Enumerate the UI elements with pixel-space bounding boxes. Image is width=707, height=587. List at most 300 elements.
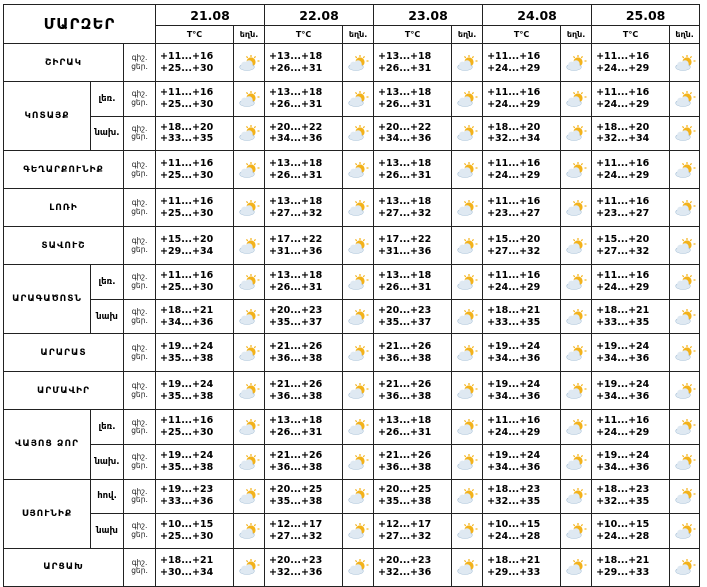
night-temperature: +13...+18 xyxy=(269,270,323,282)
weather-cell xyxy=(670,410,700,445)
night-temperature: +13...+18 xyxy=(269,195,323,207)
day-temperature: +24...+29 xyxy=(487,427,541,439)
night-label: գիշ. xyxy=(131,417,148,427)
weather-cell xyxy=(670,189,700,227)
weather-cell xyxy=(670,514,700,549)
temperature-cell xyxy=(483,444,561,479)
night-label: գիշ. xyxy=(131,123,148,133)
forecast-row xyxy=(4,82,700,117)
night-label: գիշ. xyxy=(131,89,148,99)
night-temperature: +19...+24 xyxy=(596,341,650,352)
partly-cloudy-icon xyxy=(456,558,478,576)
weather-column-header: եղն. xyxy=(234,26,265,44)
partly-cloudy-icon xyxy=(456,90,478,108)
night-temperature: +21...+26 xyxy=(378,341,432,352)
weather-column-header: եղն. xyxy=(561,26,592,44)
weather-cell xyxy=(561,372,592,410)
weather-cell xyxy=(452,227,483,265)
temperature-cell xyxy=(592,189,670,227)
night-temperature: +19...+24 xyxy=(487,379,541,390)
partly-cloudy-icon xyxy=(674,273,696,291)
day-temperature: +26...+31 xyxy=(269,427,323,439)
temperature-cell xyxy=(483,334,561,372)
subregion-label: նախ. xyxy=(91,444,124,479)
partly-cloudy-icon xyxy=(456,382,478,400)
day-temperature: +34...+36 xyxy=(378,133,432,145)
temperature-cell xyxy=(374,548,452,586)
temperature-cell xyxy=(483,82,561,117)
weather-cell xyxy=(343,116,374,151)
night-temperature: +11...+16 xyxy=(487,195,541,207)
partly-cloudy-icon xyxy=(565,558,587,576)
day-temperature: +25...+30 xyxy=(160,427,214,439)
weather-cell xyxy=(452,151,483,189)
partly-cloudy-icon xyxy=(565,453,587,471)
night-temperature: +15...+20 xyxy=(487,233,541,245)
weather-cell xyxy=(452,189,483,227)
day-temperature: +24...+29 xyxy=(596,169,650,181)
weather-cell xyxy=(561,265,592,300)
forecast-row xyxy=(4,372,700,410)
night-temperature: +19...+24 xyxy=(160,449,214,461)
temperature-cell xyxy=(483,44,561,82)
partly-cloudy-icon xyxy=(347,273,369,291)
night-label: գիշ. xyxy=(131,272,148,282)
day-temperature: +35...+37 xyxy=(269,316,323,328)
temperature-cell xyxy=(265,189,343,227)
partly-cloudy-icon xyxy=(565,382,587,400)
time-labels xyxy=(124,116,156,151)
weather-cell xyxy=(670,479,700,514)
table-title: ՄԱՐԶԵՐ xyxy=(4,5,156,44)
night-temperature: +18...+21 xyxy=(160,304,214,316)
temperature-cell xyxy=(592,82,670,117)
time-labels xyxy=(124,151,156,189)
night-temperature: +20...+25 xyxy=(378,484,432,496)
night-temperature: +11...+16 xyxy=(160,157,214,169)
day-label: ցեր. xyxy=(131,351,148,361)
weather-cell xyxy=(561,299,592,334)
night-temperature: +18...+20 xyxy=(487,121,541,133)
day-temperature: +27...+32 xyxy=(269,530,323,542)
day-temperature: +33...+35 xyxy=(596,316,650,328)
night-label: գիշ. xyxy=(131,306,148,316)
temperature-cell xyxy=(592,548,670,586)
night-temperature: +21...+26 xyxy=(269,379,323,390)
partly-cloudy-icon xyxy=(238,273,260,291)
night-temperature: +11...+16 xyxy=(596,415,650,427)
temperature-cell xyxy=(592,479,670,514)
day-temperature: +35...+38 xyxy=(378,496,432,508)
temperature-cell xyxy=(374,299,452,334)
forecast-row xyxy=(4,151,700,189)
temperature-cell xyxy=(156,334,234,372)
forecast-row xyxy=(4,410,700,445)
partly-cloudy-icon xyxy=(674,124,696,142)
day-temperature: +31...+36 xyxy=(269,245,323,257)
temperature-cell xyxy=(483,189,561,227)
partly-cloudy-icon xyxy=(347,453,369,471)
weather-cell xyxy=(452,514,483,549)
temperature-cell xyxy=(592,44,670,82)
night-temperature: +11...+16 xyxy=(160,86,214,98)
night-label: գիշ. xyxy=(131,521,148,531)
temperature-cell xyxy=(592,227,670,265)
temperature-cell xyxy=(592,372,670,410)
temperature-cell xyxy=(483,299,561,334)
temperature-cell xyxy=(156,227,234,265)
temperature-cell xyxy=(374,151,452,189)
time-labels xyxy=(124,227,156,265)
day-temperature: +33...+36 xyxy=(160,496,214,508)
weather-cell xyxy=(234,334,265,372)
day-label: ցեր. xyxy=(131,426,148,436)
partly-cloudy-icon xyxy=(238,237,260,255)
weather-cell xyxy=(452,372,483,410)
weather-cell xyxy=(452,548,483,586)
region-name: ՎԱՅՈՑ ՁՈՐ xyxy=(4,410,91,479)
forecast-row xyxy=(4,299,700,334)
weather-cell xyxy=(343,227,374,265)
night-label: գիշ. xyxy=(131,381,148,391)
date-header: 22.08 xyxy=(265,5,374,26)
night-temperature: +18...+21 xyxy=(596,304,650,316)
temperature-cell xyxy=(265,299,343,334)
day-temperature: +24...+29 xyxy=(487,62,541,74)
weather-cell xyxy=(561,227,592,265)
day-temperature: +24...+29 xyxy=(596,427,650,439)
temperature-cell xyxy=(265,514,343,549)
partly-cloudy-icon xyxy=(456,161,478,179)
temp-column-header: T°C xyxy=(265,26,343,44)
partly-cloudy-icon xyxy=(674,453,696,471)
temperature-cell xyxy=(374,227,452,265)
day-label: ցեր. xyxy=(131,61,148,71)
region-name: ԱՐՑԱԽ xyxy=(4,548,124,586)
partly-cloudy-icon xyxy=(238,558,260,576)
day-temperature: +29...+33 xyxy=(487,567,541,579)
weather-cell xyxy=(343,548,374,586)
day-temperature: +24...+28 xyxy=(596,530,650,542)
region-name: ԼՈՌԻ xyxy=(4,189,124,227)
partly-cloudy-icon xyxy=(347,90,369,108)
partly-cloudy-icon xyxy=(347,522,369,540)
day-label: ցեր. xyxy=(131,97,148,107)
night-temperature: +11...+16 xyxy=(596,195,650,207)
weather-cell xyxy=(561,410,592,445)
temperature-cell xyxy=(265,372,343,410)
temperature-cell xyxy=(592,299,670,334)
forecast-row xyxy=(4,334,700,372)
weather-cell xyxy=(670,334,700,372)
day-temperature: +23...+27 xyxy=(596,207,650,219)
night-label: գիշ. xyxy=(131,52,148,62)
weather-cell xyxy=(452,410,483,445)
night-temperature: +11...+16 xyxy=(160,415,214,427)
night-temperature: +19...+24 xyxy=(487,449,541,461)
weather-column-header: եղն. xyxy=(343,26,374,44)
weather-cell xyxy=(561,479,592,514)
temperature-cell xyxy=(156,299,234,334)
partly-cloudy-icon xyxy=(674,308,696,326)
night-temperature: +18...+21 xyxy=(596,555,650,567)
night-temperature: +12...+17 xyxy=(269,519,323,531)
temperature-cell xyxy=(374,189,452,227)
weather-cell xyxy=(561,116,592,151)
day-temperature: +33...+35 xyxy=(160,133,214,145)
partly-cloudy-icon xyxy=(674,54,696,72)
partly-cloudy-icon xyxy=(456,273,478,291)
partly-cloudy-icon xyxy=(565,418,587,436)
day-temperature: +33...+35 xyxy=(487,316,541,328)
night-temperature: +13...+18 xyxy=(378,50,432,62)
night-temperature: +19...+24 xyxy=(596,379,650,390)
time-labels xyxy=(124,479,156,514)
day-temperature: +35...+38 xyxy=(160,390,214,402)
partly-cloudy-icon xyxy=(565,90,587,108)
night-temperature: +20...+22 xyxy=(378,121,432,133)
weather-cell xyxy=(452,334,483,372)
weather-cell xyxy=(670,372,700,410)
temperature-cell xyxy=(156,189,234,227)
temperature-cell xyxy=(156,514,234,549)
weather-cell xyxy=(343,82,374,117)
day-temperature: +24...+29 xyxy=(596,281,650,293)
partly-cloudy-icon xyxy=(674,382,696,400)
temperature-cell xyxy=(156,44,234,82)
partly-cloudy-icon xyxy=(674,199,696,217)
forecast-row xyxy=(4,189,700,227)
forecast-row xyxy=(4,44,700,82)
day-temperature: +26...+31 xyxy=(378,62,432,74)
night-temperature: +15...+20 xyxy=(596,233,650,245)
day-temperature: +26...+31 xyxy=(269,281,323,293)
night-temperature: +19...+24 xyxy=(160,341,214,352)
partly-cloudy-icon xyxy=(347,382,369,400)
day-temperature: +32...+35 xyxy=(596,496,650,508)
weather-cell xyxy=(234,227,265,265)
partly-cloudy-icon xyxy=(565,487,587,505)
partly-cloudy-icon xyxy=(238,54,260,72)
day-temperature: +36...+38 xyxy=(378,390,432,402)
partly-cloudy-icon xyxy=(565,161,587,179)
temperature-cell xyxy=(156,410,234,445)
day-temperature: +32...+34 xyxy=(596,133,650,145)
day-temperature: +31...+36 xyxy=(378,245,432,257)
night-temperature: +19...+24 xyxy=(160,379,214,390)
temperature-cell xyxy=(156,479,234,514)
weather-cell xyxy=(343,265,374,300)
weather-column-header: եղն. xyxy=(670,26,700,44)
day-label: ցեր. xyxy=(131,206,148,216)
temperature-cell xyxy=(374,265,452,300)
day-temperature: +23...+27 xyxy=(487,207,541,219)
temp-column-header: T°C xyxy=(592,26,670,44)
day-temperature: +34...+36 xyxy=(596,390,650,402)
night-temperature: +11...+16 xyxy=(487,270,541,282)
region-name: ՏԱՎՈՒՇ xyxy=(4,227,124,265)
day-label: ցեր. xyxy=(131,280,148,290)
region-name: ԳԵՂԱՐՔՈՒՆԻՔ xyxy=(4,151,124,189)
night-temperature: +13...+18 xyxy=(269,157,323,169)
subregion-label: լեռ. xyxy=(91,410,124,445)
day-temperature: +36...+38 xyxy=(269,352,323,364)
weather-cell xyxy=(234,82,265,117)
partly-cloudy-icon xyxy=(674,558,696,576)
night-temperature: +18...+21 xyxy=(160,555,214,567)
temperature-cell xyxy=(483,151,561,189)
night-temperature: +10...+15 xyxy=(596,519,650,531)
temperature-cell xyxy=(374,444,452,479)
subregion-label: նախ xyxy=(91,514,124,549)
day-temperature: +36...+38 xyxy=(378,461,432,473)
weather-cell xyxy=(343,299,374,334)
partly-cloudy-icon xyxy=(456,487,478,505)
night-temperature: +18...+21 xyxy=(487,555,541,567)
temp-column-header: T°C xyxy=(156,26,234,44)
partly-cloudy-icon xyxy=(565,124,587,142)
day-temperature: +24...+29 xyxy=(487,169,541,181)
day-label: ցեր. xyxy=(131,495,148,505)
subregion-label: հով. xyxy=(91,479,124,514)
night-label: գիշ. xyxy=(131,343,148,353)
partly-cloudy-icon xyxy=(347,308,369,326)
partly-cloudy-icon xyxy=(238,453,260,471)
temperature-cell xyxy=(265,227,343,265)
day-temperature: +25...+30 xyxy=(160,62,214,74)
day-temperature: +27...+32 xyxy=(378,207,432,219)
weather-cell xyxy=(670,82,700,117)
day-temperature: +29...+33 xyxy=(596,567,650,579)
time-labels xyxy=(124,82,156,117)
day-temperature: +24...+29 xyxy=(487,98,541,110)
day-temperature: +24...+29 xyxy=(596,98,650,110)
weather-cell xyxy=(452,116,483,151)
partly-cloudy-icon xyxy=(238,90,260,108)
night-temperature: +11...+16 xyxy=(160,50,214,62)
day-temperature: +36...+38 xyxy=(269,461,323,473)
partly-cloudy-icon xyxy=(456,54,478,72)
weather-cell xyxy=(670,299,700,334)
day-temperature: +25...+30 xyxy=(160,281,214,293)
temperature-cell xyxy=(265,444,343,479)
night-temperature: +11...+16 xyxy=(487,415,541,427)
weather-cell xyxy=(561,189,592,227)
day-temperature: +26...+31 xyxy=(378,427,432,439)
day-label: ցեր. xyxy=(131,566,148,576)
forecast-row xyxy=(4,444,700,479)
partly-cloudy-icon xyxy=(674,487,696,505)
weather-cell xyxy=(670,227,700,265)
partly-cloudy-icon xyxy=(674,161,696,179)
night-temperature: +11...+16 xyxy=(160,270,214,282)
day-temperature: +26...+31 xyxy=(378,281,432,293)
time-labels xyxy=(124,299,156,334)
day-temperature: +35...+38 xyxy=(160,352,214,364)
night-temperature: +11...+16 xyxy=(487,86,541,98)
weather-cell xyxy=(234,116,265,151)
partly-cloudy-icon xyxy=(347,124,369,142)
partly-cloudy-icon xyxy=(347,418,369,436)
weather-cell xyxy=(234,410,265,445)
partly-cloudy-icon xyxy=(565,54,587,72)
partly-cloudy-icon xyxy=(456,418,478,436)
subregion-label: նախ xyxy=(91,299,124,334)
night-temperature: +11...+16 xyxy=(596,157,650,169)
day-label: ցեր. xyxy=(131,460,148,470)
day-label: ցեր. xyxy=(131,168,148,178)
temperature-cell xyxy=(374,410,452,445)
partly-cloudy-icon xyxy=(674,237,696,255)
temperature-cell xyxy=(483,410,561,445)
day-temperature: +30...+34 xyxy=(160,567,214,579)
night-temperature: +18...+20 xyxy=(160,121,214,133)
temperature-cell xyxy=(374,82,452,117)
partly-cloudy-icon xyxy=(456,237,478,255)
header-dates-row xyxy=(4,5,700,26)
day-temperature: +34...+36 xyxy=(160,316,214,328)
night-label: գիշ. xyxy=(131,486,148,496)
day-label: ցեր. xyxy=(131,315,148,325)
partly-cloudy-icon xyxy=(347,487,369,505)
day-temperature: +26...+31 xyxy=(378,169,432,181)
partly-cloudy-icon xyxy=(674,418,696,436)
temp-column-header: T°C xyxy=(374,26,452,44)
forecast-row xyxy=(4,548,700,586)
region-name: ՍՅՈՒՆԻՔ xyxy=(4,479,91,548)
forecast-row xyxy=(4,514,700,549)
temperature-cell xyxy=(483,227,561,265)
night-temperature: +11...+16 xyxy=(487,50,541,62)
night-temperature: +18...+23 xyxy=(596,484,650,496)
forecast-row xyxy=(4,265,700,300)
partly-cloudy-icon xyxy=(347,161,369,179)
weather-cell xyxy=(561,151,592,189)
temperature-cell xyxy=(374,514,452,549)
subregion-label: լեռ. xyxy=(91,265,124,300)
subregion-label: լեռ. xyxy=(91,82,124,117)
day-temperature: +26...+31 xyxy=(378,98,432,110)
temperature-cell xyxy=(156,372,234,410)
day-temperature: +32...+36 xyxy=(378,567,432,579)
partly-cloudy-icon xyxy=(456,344,478,362)
partly-cloudy-icon xyxy=(456,522,478,540)
day-temperature: +32...+35 xyxy=(487,496,541,508)
partly-cloudy-icon xyxy=(238,418,260,436)
partly-cloudy-icon xyxy=(238,344,260,362)
day-temperature: +25...+30 xyxy=(160,169,214,181)
weather-cell xyxy=(670,116,700,151)
night-temperature: +18...+21 xyxy=(487,304,541,316)
region-name: ԱՐԱԳԱԾՈՏՆ xyxy=(4,265,91,334)
day-temperature: +27...+32 xyxy=(269,207,323,219)
weather-cell xyxy=(234,189,265,227)
temperature-cell xyxy=(265,82,343,117)
date-header: 23.08 xyxy=(374,5,483,26)
time-labels xyxy=(124,410,156,445)
forecast-row xyxy=(4,116,700,151)
night-temperature: +15...+20 xyxy=(160,233,214,245)
partly-cloudy-icon xyxy=(238,308,260,326)
partly-cloudy-icon xyxy=(347,54,369,72)
temperature-cell xyxy=(156,548,234,586)
temperature-cell xyxy=(156,151,234,189)
night-temperature: +20...+23 xyxy=(269,304,323,316)
night-label: գիշ. xyxy=(131,452,148,462)
night-temperature: +19...+24 xyxy=(487,341,541,352)
temperature-cell xyxy=(374,479,452,514)
night-temperature: +18...+23 xyxy=(487,484,541,496)
